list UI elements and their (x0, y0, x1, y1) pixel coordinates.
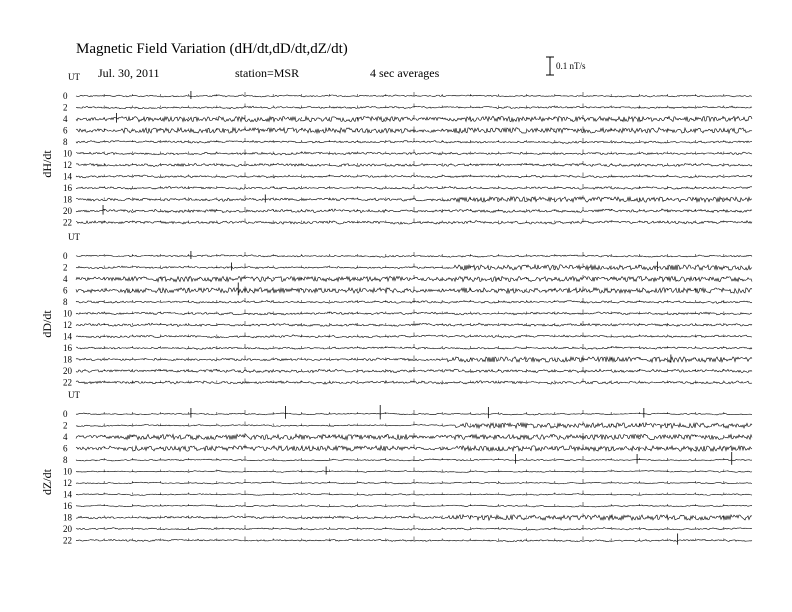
row-label-2: 2 (63, 420, 68, 431)
row-label-12: 12 (63, 478, 72, 488)
row-label-2: 2 (63, 102, 68, 113)
scale-bar (546, 57, 554, 75)
row-label-4: 4 (63, 432, 68, 442)
row-label-18: 18 (63, 194, 72, 205)
row-label-0: 0 (63, 409, 68, 419)
row-label-8: 8 (63, 455, 68, 465)
row-label-22: 22 (63, 377, 72, 388)
row-label-8: 8 (63, 297, 68, 307)
row-label-16: 16 (63, 501, 72, 511)
row-label-4: 4 (63, 114, 68, 124)
row-label-2: 2 (63, 262, 68, 273)
row-label-0: 0 (63, 251, 68, 261)
row-label-8: 8 (63, 137, 68, 147)
row-label-20: 20 (63, 524, 72, 534)
panel-ylabel: dD/dt (40, 310, 54, 338)
row-label-4: 4 (63, 274, 68, 284)
row-label-10: 10 (63, 308, 72, 319)
ut-label: UT (68, 232, 80, 242)
chart-title: Magnetic Field Variation (dH/dt,dD/dt,dZ/dt) (76, 41, 348, 57)
station-label: station=MSR (235, 66, 300, 80)
row-label-14: 14 (63, 171, 72, 182)
panel-2 (40, 232, 752, 388)
row-label-16: 16 (63, 183, 72, 193)
row-label-20: 20 (63, 206, 72, 216)
averaging-label: 4 sec averages (370, 66, 440, 80)
panels-group (40, 72, 752, 546)
row-label-18: 18 (63, 512, 72, 523)
ut-label: UT (68, 72, 80, 82)
row-label-12: 12 (63, 160, 72, 170)
row-label-22: 22 (63, 217, 72, 228)
row-label-22: 22 (63, 535, 72, 546)
row-label-16: 16 (63, 343, 72, 353)
row-label-10: 10 (63, 148, 72, 159)
row-label-18: 18 (63, 354, 72, 365)
row-label-10: 10 (63, 466, 72, 477)
row-label-14: 14 (63, 489, 72, 500)
row-label-0: 0 (63, 91, 68, 101)
row-label-12: 12 (63, 320, 72, 330)
row-label-6: 6 (63, 443, 68, 454)
panel-3 (40, 390, 752, 546)
panel-1 (40, 72, 752, 228)
ut-label: UT (68, 390, 80, 400)
panel-ylabel: dH/dt (40, 150, 54, 178)
row-label-20: 20 (63, 366, 72, 376)
panel-ylabel: dZ/dt (40, 469, 54, 495)
row-label-6: 6 (63, 125, 68, 136)
scale-bar-label: 0.1 nT/s (556, 61, 586, 71)
row-label-6: 6 (63, 285, 68, 296)
row-label-14: 14 (63, 331, 72, 342)
date-label: Jul. 30, 2011 (98, 66, 160, 80)
